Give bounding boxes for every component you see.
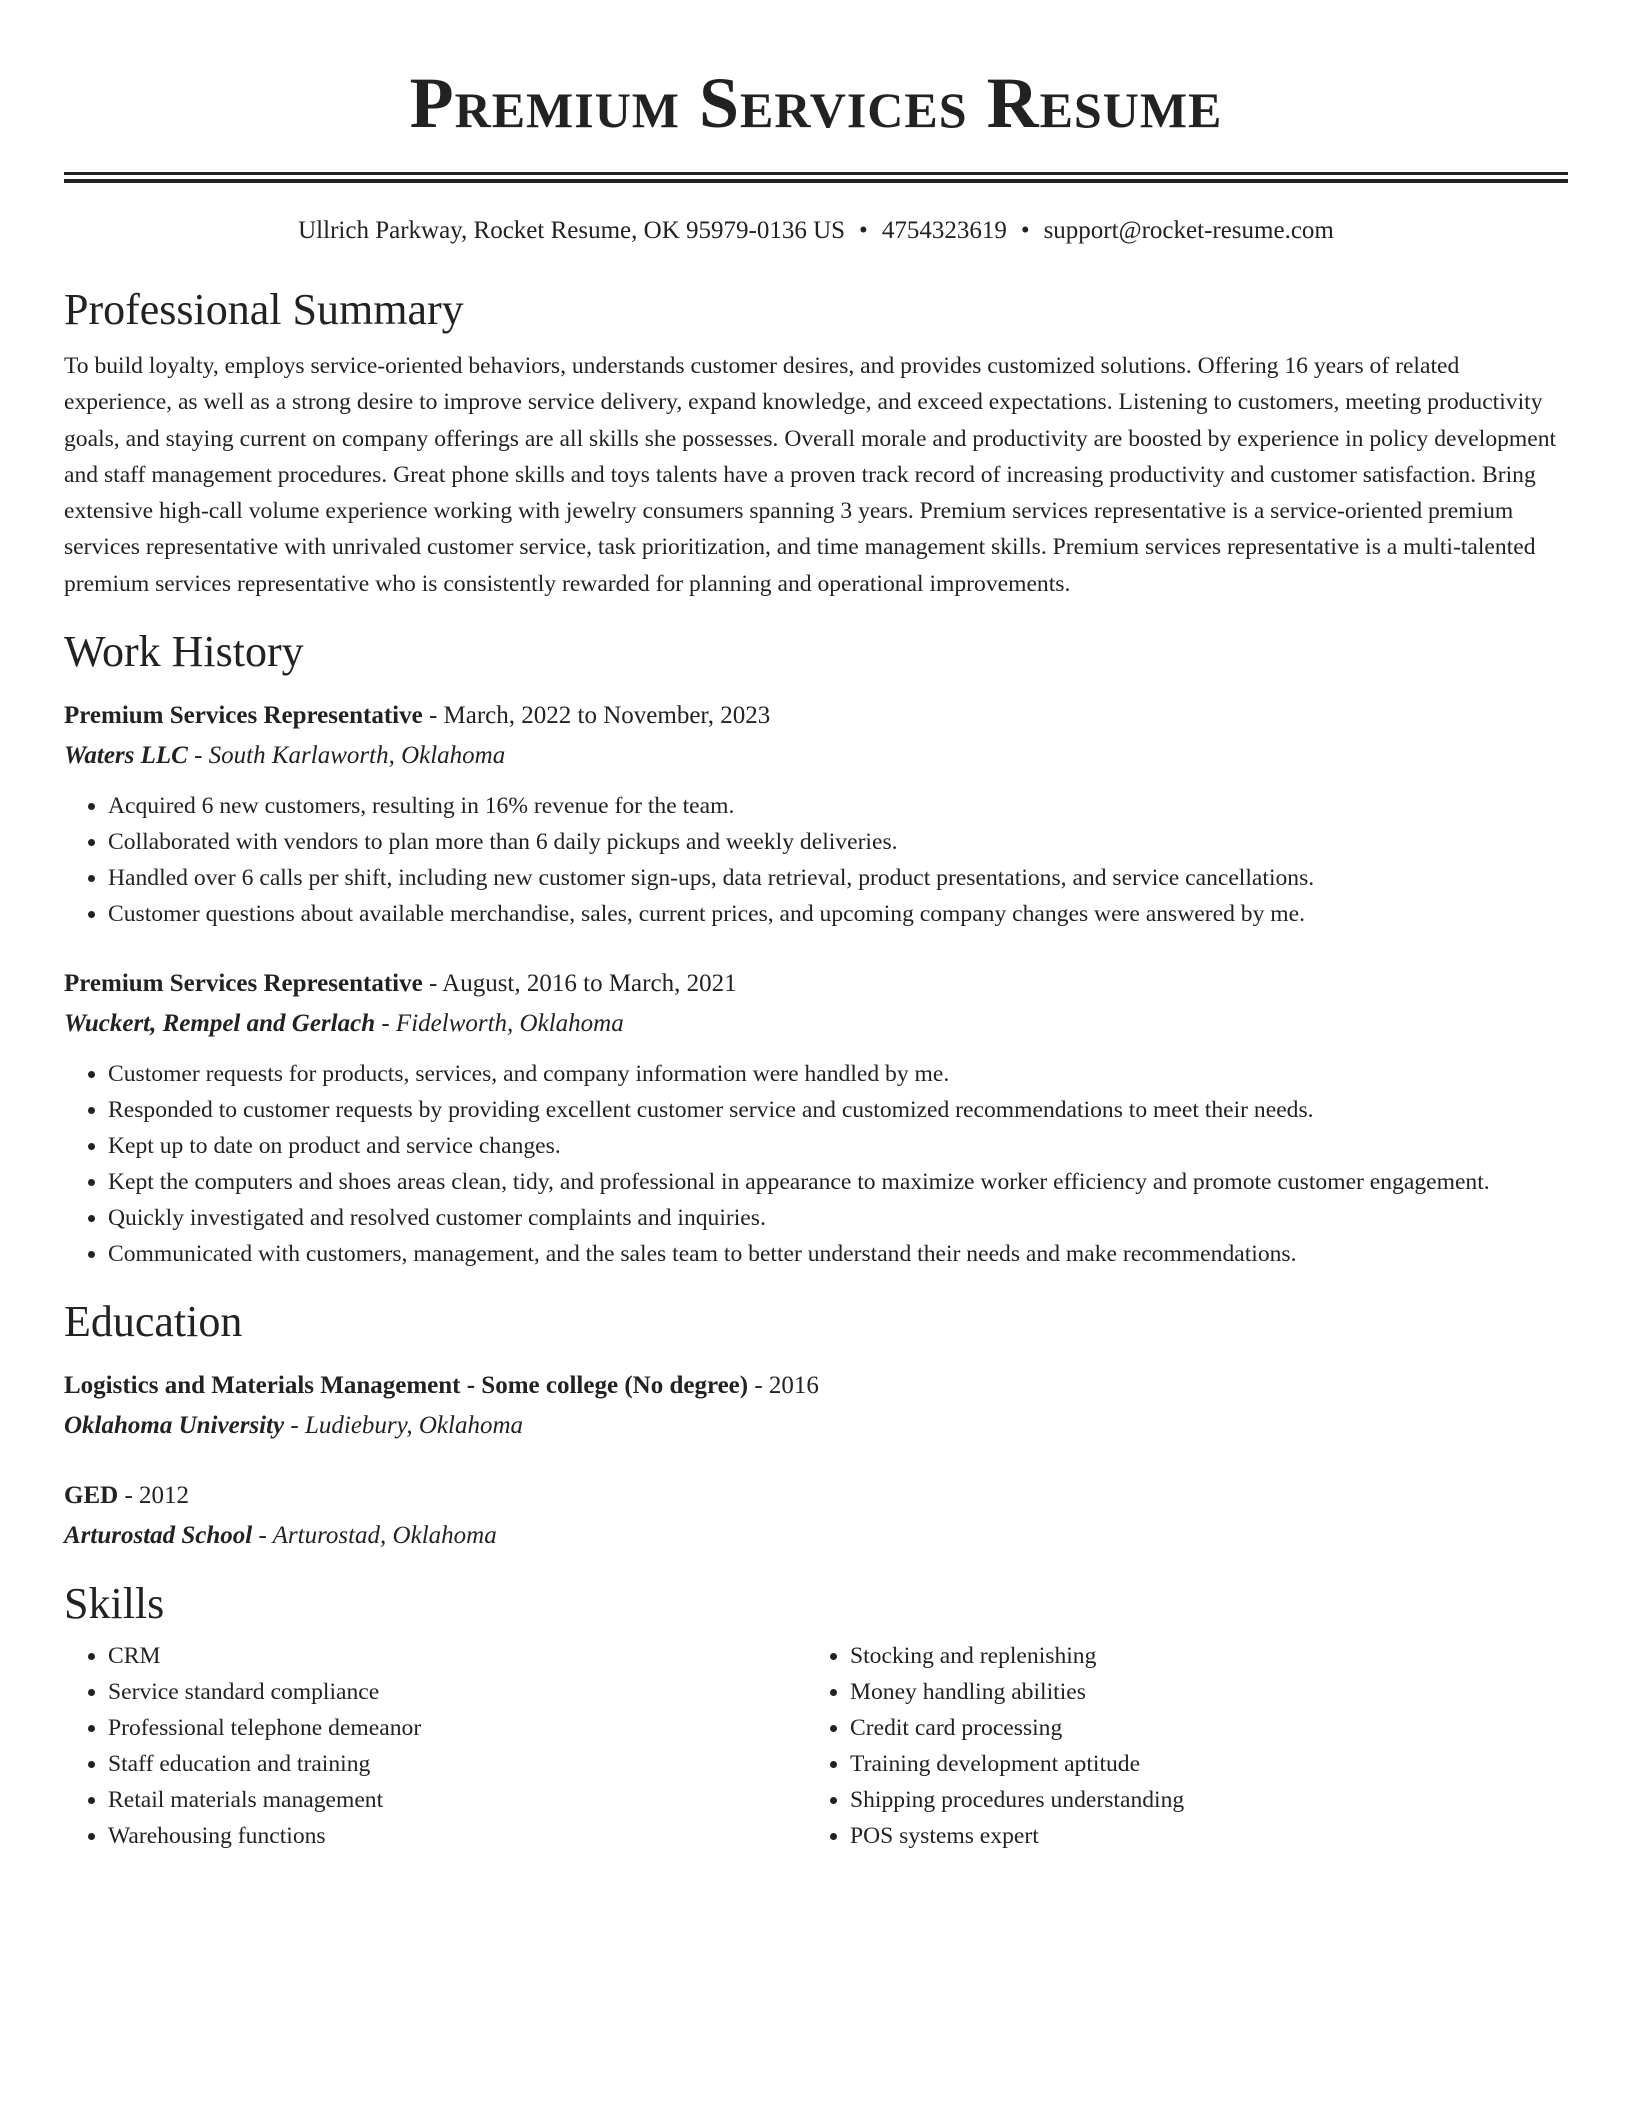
education-school-line (64, 1406, 1568, 1446)
skill-item: • Stocking and replenishing (850, 1638, 1548, 1674)
job-dates: - March, 2022 to November, 2023 (422, 702, 771, 730)
education-degree: GED (64, 1482, 119, 1510)
education-title-line (64, 1476, 1568, 1516)
job-title-line (64, 964, 1568, 1004)
education-location: - Ludiebury, Oklahoma (284, 1412, 524, 1440)
skill-item: • Credit card processing (850, 1710, 1548, 1746)
education-entry (64, 1366, 1568, 1446)
contact-address: Ullrich Parkway, Rocket Resume, OK 95979-0136 US (298, 217, 846, 244)
job-duty: • Customer questions about available merchandise, sales, current prices, and upcoming company changes were answered by me. (108, 896, 1568, 932)
title-divider (64, 172, 1568, 183)
skills-column-right (806, 1638, 1548, 1854)
skill-item: • Retail materials management (108, 1782, 806, 1818)
contact-separator: • (1020, 217, 1030, 244)
job-company: Wuckert, Rempel and Gerlach (64, 1010, 376, 1038)
education-school: Arturostad School (64, 1522, 253, 1550)
contact-line (64, 214, 1568, 248)
job-duty: • Kept the computers and shoes areas clean, tidy, and professional in appearance to maximize worker efficiency and promote customer engagement. (108, 1164, 1568, 1200)
skill-item: • Service standard compliance (108, 1674, 806, 1710)
job-company-line (64, 1004, 1568, 1044)
job-company-line (64, 736, 1568, 776)
skills-column-left (64, 1638, 806, 1854)
skill-item: • Money handling abilities (850, 1674, 1548, 1710)
job-title-line (64, 696, 1568, 736)
work-history-section (64, 626, 1568, 1272)
education-school: Oklahoma University (64, 1412, 285, 1440)
job-duty: • Customer requests for products, services, and company information were handled by me. (108, 1056, 1568, 1092)
job-entry (64, 696, 1568, 932)
job-duty: • Kept up to date on product and service changes. (108, 1128, 1568, 1164)
work-history-heading: Work History (64, 627, 304, 677)
job-duty: • Handled over 6 calls per shift, including new customer sign-ups, data retrieval, product presentations, and service cancellations. (108, 860, 1568, 896)
skills-columns (64, 1638, 1568, 1854)
job-duties-list (64, 788, 1568, 932)
summary-section (64, 284, 1568, 602)
job-duty: • Quickly investigated and resolved customer complaints and inquiries. (108, 1200, 1568, 1236)
skill-item: • CRM (108, 1638, 806, 1674)
education-section (64, 1296, 1568, 1556)
skill-item: • POS systems expert (850, 1818, 1548, 1854)
contact-email: support@rocket-resume.com (1043, 217, 1334, 244)
education-year: - 2012 (118, 1482, 190, 1510)
skills-list (64, 1638, 806, 1854)
skills-section (64, 1578, 1568, 1854)
skills-heading: Skills (64, 1579, 165, 1629)
job-duty: • Communicated with customers, management, and the sales team to better understand their needs and make recommendations. (108, 1236, 1568, 1272)
skill-item: • Training development aptitude (850, 1746, 1548, 1782)
skill-item: • Warehousing functions (108, 1818, 806, 1854)
job-duty: • Responded to customer requests by providing excellent customer service and customized recommendations to meet their needs. (108, 1092, 1568, 1128)
job-position: Premium Services Representative (64, 702, 423, 730)
summary-heading: Professional Summary (64, 285, 464, 334)
education-entry (64, 1476, 1568, 1556)
resume-title: Premium Services Resume (409, 63, 1223, 143)
job-location: - South Karlaworth, Oklahoma (187, 742, 506, 770)
education-school-line (64, 1516, 1568, 1556)
education-title-line (64, 1366, 1568, 1406)
job-company: Waters LLC (64, 742, 188, 770)
job-location: - Fidelworth, Oklahoma (375, 1010, 624, 1038)
skill-item: • Staff education and training (108, 1746, 806, 1782)
job-position: Premium Services Representative (64, 970, 423, 998)
job-entry (64, 964, 1568, 1272)
summary-text: To build loyalty, employs service-oriented behaviors, understands customer desires, and provides customized solutions. Offering 16 years of related experience, as well as a strong desire to improve service delivery, expand knowledge, and exceed expectations. Listening to customers, meeting productivity goals, and staying current on company offerings are all skills she possesses. Overall morale and productivity are boosted by experience in policy development and staff management procedures. Great phone skills and toys talents have a proven track record of increasing productivity and customer satisfaction. Bring extensive high-call volume experience working with jewelry consumers spanning 3 years. Premium services representative is a service-oriented premium services representative with unrivaled customer service, task prioritization, and time management skills. Premium services representative is a multi-talented premium services representative who is consistently rewarded for planning and operational improvements. (64, 353, 1557, 597)
skill-item: • Professional telephone demeanor (108, 1710, 806, 1746)
skill-item: • Shipping procedures understanding (850, 1782, 1548, 1818)
job-dates: - August, 2016 to March, 2021 (422, 970, 737, 998)
contact-phone: 4754323619 (881, 217, 1007, 244)
education-year: - 2016 (748, 1372, 819, 1400)
education-location: - Arturostad, Oklahoma (252, 1522, 497, 1550)
job-duties-list (64, 1056, 1568, 1272)
education-degree: Logistics and Materials Management - Some college (No degree) (64, 1372, 749, 1400)
job-duty: • Acquired 6 new customers, resulting in 16% revenue for the team. (108, 788, 1568, 824)
skills-list (806, 1638, 1548, 1854)
job-duty: • Collaborated with vendors to plan more than 6 daily pickups and weekly deliveries. (108, 824, 1568, 860)
contact-separator: • (859, 217, 868, 244)
education-heading: Education (64, 1297, 243, 1347)
